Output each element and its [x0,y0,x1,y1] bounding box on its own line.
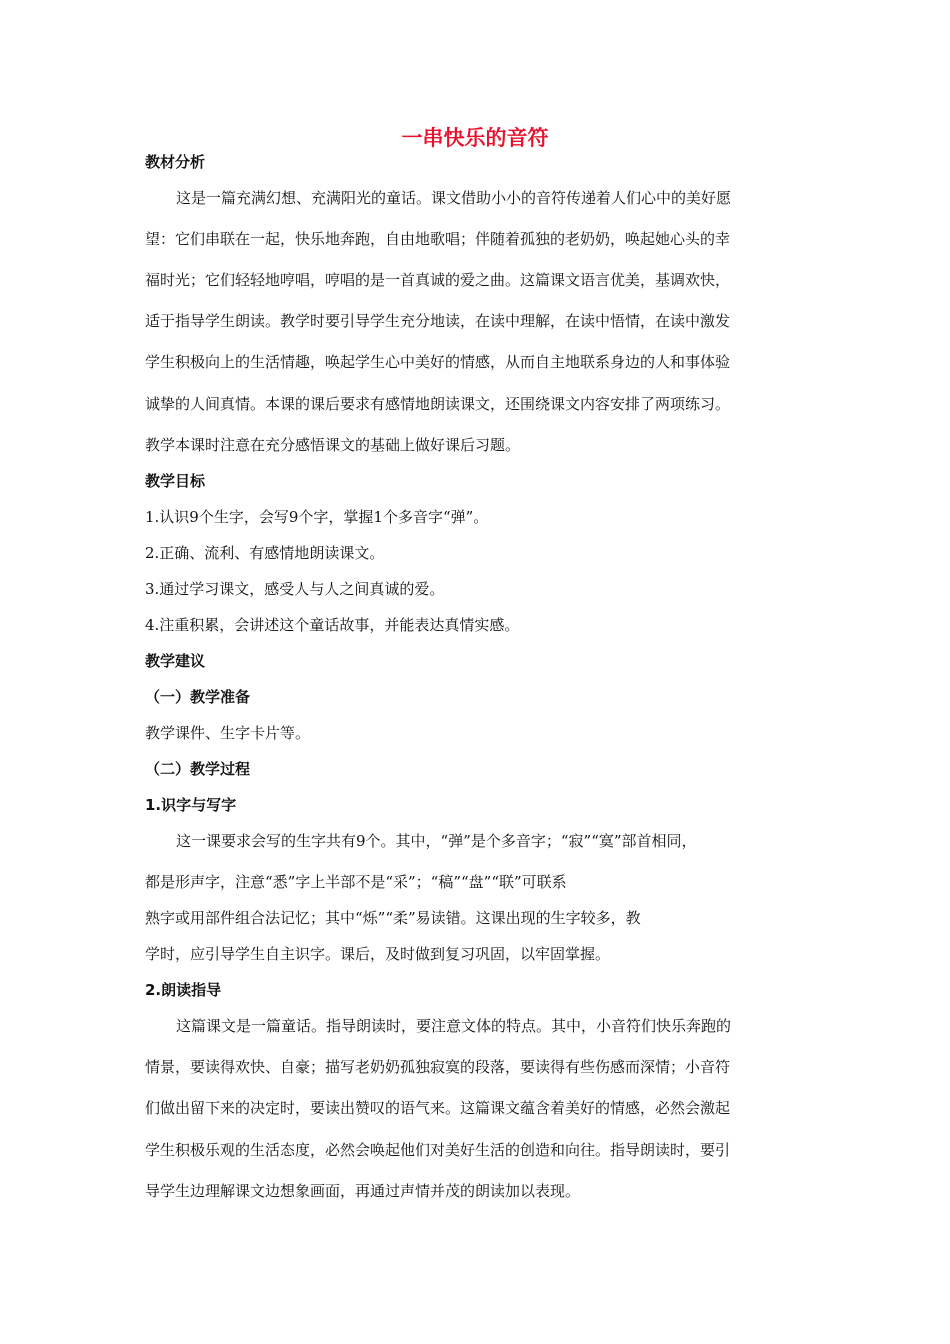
list-item: 2.正确、流利、有感情地朗读课文。 [145,544,385,562]
list-item: 4.注重积累，会讲述这个童话故事，并能表达真情实感。 [145,616,520,634]
paragraph-line: 这是一篇充满幻想、充满阳光的童话。课文借助小小的音符传递着人们心中的美好愿 [176,189,732,207]
list-item: 1.认识9个生字，会写9个字，掌握1个多音字“弹”。 [145,508,489,526]
paragraph-line: 福时光；它们轻轻地哼唱，哼唱的是一首真诚的爱之曲。这篇课文语言优美，基调欢快， [145,271,731,289]
paragraph-line: 都是形声字，注意“悉”字上半部不是“采”；“稿”“盘”“联”可联系 [145,873,567,891]
paragraph-line: 这篇课文是一篇童话。指导朗读时，要注意文体的特点。其中，小音符们快乐奔跑的 [176,1017,732,1035]
subheading-literacy: 1.识字与写字 [145,796,237,814]
subheading-process: （二）教学过程 [145,760,251,778]
paragraph-line: 学时，应引导学生自主识字。课后，及时做到复习巩固，以牢固掌握。 [145,945,611,963]
paragraph-line: 学生积极向上的生活情趣，唤起学生心中美好的情感，从而自主地联系身边的人和事体验 [145,353,731,371]
paragraph-line: 熟字或用部件组合法记忆；其中“烁”“柔”易读错。这课出现的生字较多，教 [145,909,641,927]
paragraph-line: 诚挚的人间真情。本课的课后要求有感情地朗读课文，还围绕课文内容安排了两项练习。 [145,395,731,413]
paragraph-line: 情景，要读得欢快、自豪；描写老奶奶孤独寂寞的段落，要读得有些伤感而深情；小音符 [145,1058,731,1076]
subheading-preparation: （一）教学准备 [145,688,251,706]
paragraph-line: 这一课要求会写的生字共有9个。其中，“弹”是个多音字；“寂”“寞”部首相同， [176,832,697,850]
section-heading-suggestions: 教学建议 [145,652,206,670]
paragraph-line: 教学本课时注意在充分感悟课文的基础上做好课后习题。 [145,436,521,454]
paragraph-line: 学生积极乐观的生活态度，必然会唤起他们对美好生活的创造和向往。指导朗读时，要引 [145,1141,731,1159]
paragraph-line: 们做出留下来的决定时，要读出赞叹的语气来。这篇课文蕴含着美好的情感，必然会激起 [145,1099,731,1117]
section-heading-goals: 教学目标 [145,472,206,490]
paragraph-line: 教学课件、生字卡片等。 [145,724,311,742]
section-heading-analysis: 教材分析 [145,153,206,171]
paragraph-line: 导学生边理解课文边想象画面，再通过声情并茂的朗读加以表现。 [145,1182,581,1200]
document-title: 一串快乐的音符 [401,125,549,150]
list-item: 3.通过学习课文，感受人与人之间真诚的爱。 [145,580,445,598]
paragraph-line: 适于指导学生朗读。教学时要引导学生充分地读，在读中理解，在读中悟情，在读中激发 [145,312,731,330]
subheading-reading: 2.朗读指导 [145,981,222,999]
paragraph-line: 望：它们串联在一起，快乐地奔跑，自由地歌唱；伴随着孤独的老奶奶，唤起她心头的幸 [145,230,731,248]
